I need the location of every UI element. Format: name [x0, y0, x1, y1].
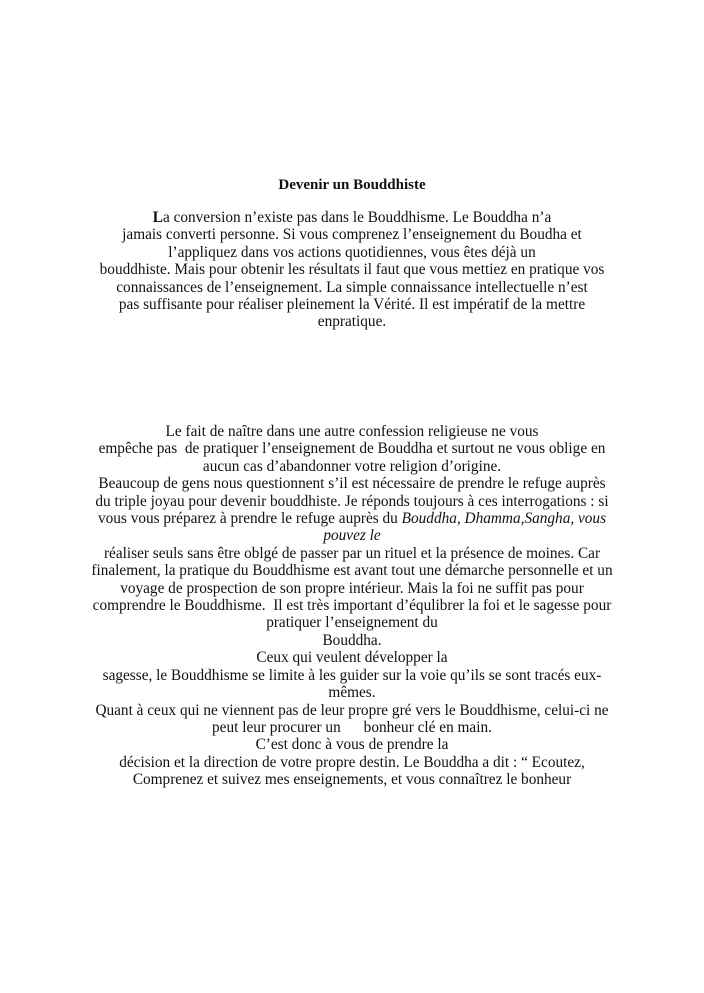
- italic-text-line: pouvez le: [323, 527, 381, 545]
- text-line: Ceux qui veulent développer la: [256, 649, 448, 667]
- text-line: Comprenez et suivez mes enseignements, et vous connaîtrez le bonheur: [132, 771, 572, 789]
- text-line: peut leur procurer un bonheur clé en main.: [212, 718, 492, 736]
- text-line: Beaucoup de gens nous questionnent s’il est nécessaire de prendre le refuge auprès: [98, 475, 606, 493]
- paragraph-intro: [40, 209, 664, 331]
- text-line: pratiquer l’enseignement du: [266, 614, 438, 632]
- text-line: finalement, la pratique du Bouddhisme est avant tout une démarche personnelle et un: [91, 562, 613, 580]
- italic-text: Bouddha, Dhamma,Sangha, vous: [401, 510, 607, 528]
- text-line: Le fait de naître dans une autre confession religieuse ne vous: [165, 423, 539, 440]
- text-line: pas suffisante pour réaliser pleinement la Vérité. Il est impératif de la mettre: [118, 296, 586, 314]
- text-line: [40, 510, 664, 527]
- text-line: connaissances de l’enseignement. La simple connaissance intellectuelle n’est: [116, 278, 588, 296]
- text-line: jamais converti personne. Si vous comprenez l’enseignement du Boudha et: [122, 226, 582, 244]
- text-line: voyage de prospection de son propre intérieur. Mais la foi ne suffit pas pour: [120, 579, 584, 597]
- text-line-content: a conversion n’existe pas dans le Bouddhisme. Le Bouddha n’a: [162, 209, 552, 226]
- text-line: enpratique.: [317, 313, 387, 331]
- text-line: empêche pas de pratiquer l’enseignement de Bouddha et surtout ne vous oblige en: [98, 440, 606, 458]
- text-line: bouddhiste. Mais pour obtenir les résultats il faut que vous mettiez en pratique vos: [99, 261, 605, 279]
- text-line: comprendre le Bouddhisme. Il est très important d’équlibrer la foi et le sagesse pour: [92, 597, 612, 615]
- text-line: [40, 209, 664, 226]
- text-line: décision et la direction de votre propre destin. Le Bouddha a dit : “ Ecoutez,: [119, 753, 585, 771]
- text-line: réaliser seuls sans être oblgé de passer par un rituel et la présence de moines. Car: [103, 544, 601, 562]
- text-line: C’est donc à vous de prendre la: [255, 736, 449, 754]
- text-line: sagesse, le Bouddhisme se limite à les guider sur la voie qu’ils se sont tracés eux-: [102, 666, 602, 684]
- text-line: du triple joyau pour devenir bouddhiste. Je réponds toujours à ces interrogations : si: [95, 492, 609, 510]
- text-line: aucun cas d’abandonner votre religion d’origine.: [202, 457, 502, 475]
- text-line: mêmes.: [328, 684, 376, 702]
- text-line: Quant à ceux qui ne viennent pas de leur propre gré vers le Bouddhisme, celui-ci ne: [95, 701, 609, 719]
- text-line: Bouddha.: [322, 631, 382, 649]
- paragraph-main: [40, 423, 664, 789]
- text-line: l’appliquez dans vos actions quotidiennes, vous êtes déjà un: [168, 243, 536, 261]
- drop-letter: L: [152, 209, 163, 226]
- text-line-content: vous vous préparez à prendre le refuge auprès du: [97, 510, 402, 528]
- document-title: Devenir un Bouddhiste: [278, 177, 426, 193]
